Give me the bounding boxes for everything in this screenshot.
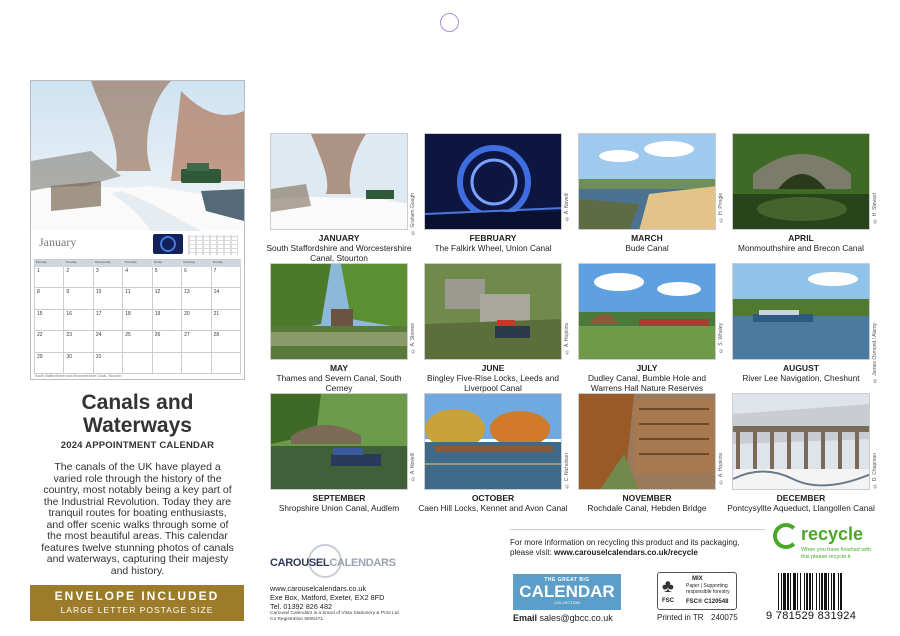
recycle-text-prefix: please visit:: [510, 548, 552, 557]
month-location: Bingley Five-Rise Locks, Leeds and Liverpool Canal: [427, 373, 559, 393]
carousel-logo-text: [270, 557, 396, 569]
day-cell: 11: [123, 288, 152, 309]
photo-credit: © A. Strevee: [410, 323, 416, 354]
month-location: Pontcysyllte Aqueduct, Llangollen Canal: [727, 503, 875, 513]
month-label: JANUARY: [318, 233, 360, 243]
recycle-info: [510, 538, 770, 558]
photo-credit: © A. Hopkins: [718, 453, 724, 485]
day-cell: 23: [64, 331, 93, 352]
photo-credit: © Graham Gough: [410, 193, 416, 235]
weekday-header: Sunday: [212, 260, 241, 267]
month-photo: [732, 393, 870, 490]
photo-credit: © James Osmond / Alamy: [872, 323, 878, 384]
month-photo: [424, 393, 562, 490]
month-location: The Falkirk Wheel, Union Canal: [434, 243, 552, 253]
photo-credit: © A. Novelli: [564, 193, 570, 222]
publisher-website[interactable]: www.carouselcalendars.co.uk: [270, 584, 367, 593]
publisher-street: Exe Box, Matford, Exeter, EX2 8FD: [270, 593, 385, 602]
photo-credit: © A. Novelli: [410, 453, 416, 482]
day-cell: 2: [64, 267, 93, 288]
month-location: Monmouthshire and Brecon Canal: [738, 243, 864, 253]
preview-photo: [31, 81, 244, 231]
day-cell: 16: [64, 310, 93, 331]
email-address[interactable]: sales@gbcc.co.uk: [539, 613, 613, 623]
day-cell: 22: [35, 331, 64, 352]
hanging-hole: [440, 13, 459, 32]
month-photo: [578, 263, 716, 360]
month-label: JUNE: [481, 363, 505, 373]
day-cell: 4: [123, 267, 152, 288]
product-code: 240075: [711, 613, 738, 622]
month-photo: [424, 263, 562, 360]
photo-credit: © H. Pringle: [718, 193, 724, 223]
email-label: Email: [513, 613, 538, 623]
day-cell: 19: [153, 310, 182, 331]
day-cell: [182, 353, 211, 374]
recycle-text-line2: [510, 548, 770, 558]
publisher-address: [270, 584, 410, 623]
month-photo: [732, 133, 870, 230]
month-label: DECEMBER: [776, 493, 826, 503]
recycle-text-line1: For more information on recycling this product and its packaging,: [510, 538, 740, 547]
day-cell: 24: [94, 331, 123, 352]
day-cell: 26: [153, 331, 182, 352]
day-cell: 17: [94, 310, 123, 331]
day-cell: 18: [123, 310, 152, 331]
day-cell: 25: [123, 331, 152, 352]
publisher-registration: Co Registration 5900471.: [270, 617, 325, 622]
envelope-line1: ENVELOPE INCLUDED: [54, 589, 220, 603]
month-label: JULY: [636, 363, 658, 373]
day-cell: 5: [153, 267, 182, 288]
day-cell: 15: [35, 310, 64, 331]
day-cell: 27: [182, 331, 211, 352]
month-location: Rochdale Canal, Hebden Bridge: [587, 503, 707, 513]
month-photo: [732, 263, 870, 360]
month-location: River Lee Navigation, Cheshunt: [742, 373, 860, 383]
preview-mini-calendars: [188, 235, 238, 255]
fsc-code: FSC® C120548: [686, 599, 729, 605]
preview-caption: South Staffordshire and Worcestershire Canal, Stourton: [35, 374, 122, 378]
photo-credit: © H. Stewart: [872, 193, 878, 224]
bigcal-top: THE GREAT BIG: [544, 577, 590, 583]
day-cell: 7: [212, 267, 241, 288]
day-cell: 13: [182, 288, 211, 309]
calendar-title: Canals and Waterways: [81, 391, 194, 437]
weekday-header: Monday: [35, 260, 64, 267]
recycle-small-text: When you have finished with this please recycle it: [801, 547, 872, 560]
preview-mini-thumbnail: [153, 234, 183, 254]
day-cell: 8: [35, 288, 64, 309]
footer-divider: [510, 529, 765, 530]
photo-credit: © C. Nicholson: [564, 453, 570, 489]
month-photo: [424, 133, 562, 230]
bigcal-bottom: COLLECTION: [554, 600, 580, 605]
weekday-header: Saturday: [182, 260, 211, 267]
recycle-word: recycle: [801, 524, 864, 544]
day-cell: [123, 353, 152, 374]
month-label: MAY: [329, 363, 349, 373]
carousel-logo-b: CALENDARS: [329, 557, 396, 569]
preview-month-grid: [34, 259, 241, 374]
publisher-legal: Carousel Calendars is a brand of Vista Stationery & Print Ltd.: [270, 611, 401, 616]
preview-month-name: January: [39, 235, 77, 249]
day-cell: 1: [35, 267, 64, 288]
day-cell: 14: [212, 288, 241, 309]
month-photo: [270, 263, 408, 360]
month-photo: [578, 133, 716, 230]
month-location: Bude Canal: [625, 243, 669, 253]
month-label: NOVEMBER: [622, 493, 672, 503]
day-cell: 3: [94, 267, 123, 288]
day-cell: 6: [182, 267, 211, 288]
weekday-header: Thursday: [123, 260, 152, 267]
photo-credit: © A. Hopkins: [564, 323, 570, 355]
printed-in: Printed in TR: [657, 613, 704, 622]
month-location: Caen Hill Locks, Kennet and Avon Canal: [418, 503, 568, 513]
day-cell: 30: [64, 353, 93, 374]
publisher-phone: Tel. 01392 826 482: [270, 602, 333, 611]
day-cell: 10: [94, 288, 123, 309]
weekday-header: Wednesday: [94, 260, 123, 267]
month-thumbnails: [266, 133, 878, 525]
calendar-subtitle: 2024 APPOINTMENT CALENDAR: [60, 440, 215, 451]
recycle-url[interactable]: www.carouselcalendars.co.uk/recycle: [554, 548, 698, 557]
month-location: Dudley Canal, Bumble Hole and Warrens Hall Nature Reserves: [587, 373, 707, 393]
day-cell: 29: [35, 353, 64, 374]
month-label: OCTOBER: [471, 493, 515, 503]
envelope-banner: [30, 585, 244, 621]
weekday-header: Tuesday: [64, 260, 93, 267]
fsc-label: [657, 572, 737, 610]
fsc-tree-icon: ♣: [662, 576, 674, 596]
fsc-text: Paper | Supporting responsible forestry: [686, 583, 730, 595]
month-label: AUGUST: [783, 363, 819, 373]
weekday-header: Friday: [153, 260, 182, 267]
day-cell: 21: [212, 310, 241, 331]
calendar-description: The canals of the UK have played a varied role through the history of the country, most notably being a key part of the Industrial Revolution. Today they are tranquil routes for boating enthusiasts, and offer scenic walks through some of the most beautiful areas. This calendar features twelve stunning photos of canals and waterways, capturing their majesty and history.: [41, 461, 234, 577]
recycle-icon: [773, 523, 799, 549]
recycle-logo: [773, 523, 873, 565]
month-location: Shropshire Union Canal, Audlem: [278, 503, 400, 513]
day-cell: 12: [153, 288, 182, 309]
isbn-barcode: [778, 573, 870, 610]
january-preview-page: [30, 80, 245, 380]
day-cell: [153, 353, 182, 374]
carousel-calendars-logo: [270, 545, 395, 575]
month-label: APRIL: [788, 233, 814, 243]
month-photo: [270, 133, 408, 230]
month-photo: [270, 393, 408, 490]
photo-credit: © D. Chapman: [872, 453, 878, 489]
day-cell: 9: [64, 288, 93, 309]
fsc-logo-text: FSC: [662, 598, 674, 604]
month-location: Thames and Severn Canal, South Cerney: [276, 373, 402, 393]
month-location: South Staffordshire and Worcestershire Canal, Stourton: [266, 243, 412, 263]
carousel-logo-a: CAROUSEL: [270, 557, 330, 569]
month-label: SEPTEMBER: [312, 493, 366, 503]
day-cell: 20: [182, 310, 211, 331]
photo-credit: © S. Whaley: [718, 323, 724, 354]
fsc-mix: MIX: [692, 576, 703, 582]
envelope-line2: LARGE LETTER POSTAGE SIZE: [60, 605, 214, 615]
month-label: FEBRUARY: [469, 233, 517, 243]
bigcal-main: CALENDAR: [519, 582, 615, 601]
sales-email: [513, 613, 613, 623]
day-cell: 28: [212, 331, 241, 352]
day-cell: [212, 353, 241, 374]
day-cell: 31: [94, 353, 123, 374]
month-label: MARCH: [631, 233, 663, 243]
month-photo: [578, 393, 716, 490]
isbn-number: 9 781529 831924: [766, 610, 857, 622]
great-big-calendar-logo: [513, 574, 621, 610]
